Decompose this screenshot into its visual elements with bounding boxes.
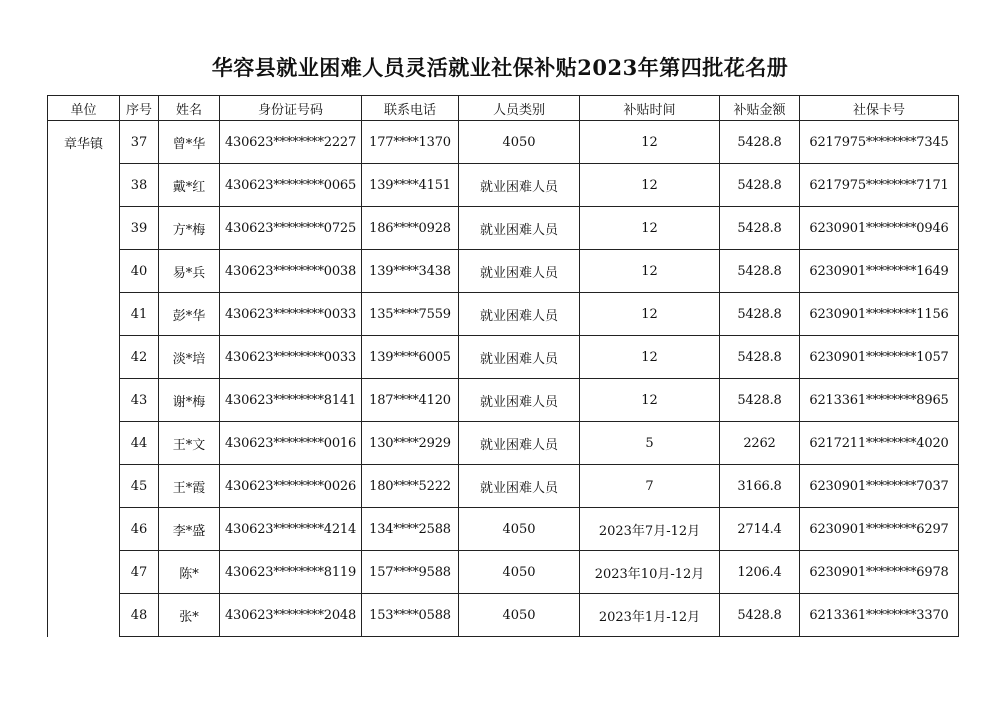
cell-id-number: 430623********0033	[220, 293, 362, 336]
cell-card: 6217211********4020	[800, 422, 959, 465]
cell-name: 易*兵	[159, 250, 220, 293]
cell-name: 戴*红	[159, 164, 220, 207]
cell-card: 6230901********0946	[800, 207, 959, 250]
cell-category: 就业困难人员	[459, 465, 580, 508]
cell-category: 4050	[459, 508, 580, 551]
cell-seq: 42	[120, 336, 159, 379]
cell-phone: 157****9588	[362, 551, 459, 594]
cell-name: 张*	[159, 594, 220, 637]
cell-category: 就业困难人员	[459, 207, 580, 250]
table-row	[48, 164, 959, 207]
table-row	[48, 293, 959, 336]
cell-period: 2023年1月-12月	[580, 594, 720, 637]
cell-period: 12	[580, 336, 720, 379]
cell-card: 6213361********3370	[800, 594, 959, 637]
cell-amount: 5428.8	[720, 164, 800, 207]
header-card: 社保卡号	[800, 96, 959, 121]
cell-card: 6230901********1057	[800, 336, 959, 379]
cell-amount: 5428.8	[720, 379, 800, 422]
cell-phone: 187****4120	[362, 379, 459, 422]
cell-seq: 41	[120, 293, 159, 336]
cell-category: 4050	[459, 121, 580, 164]
cell-category: 就业困难人员	[459, 250, 580, 293]
table-row	[48, 465, 959, 508]
cell-card: 6217975********7171	[800, 164, 959, 207]
cell-amount: 2714.4	[720, 508, 800, 551]
table-row	[48, 594, 959, 637]
cell-period: 5	[580, 422, 720, 465]
cell-card: 6230901********1649	[800, 250, 959, 293]
cell-id-number: 430623********8141	[220, 379, 362, 422]
cell-amount: 5428.8	[720, 207, 800, 250]
cell-name: 谢*梅	[159, 379, 220, 422]
cell-phone: 177****1370	[362, 121, 459, 164]
cell-amount: 5428.8	[720, 336, 800, 379]
header-category: 人员类别	[459, 96, 580, 121]
cell-name: 李*盛	[159, 508, 220, 551]
cell-card: 6230901********7037	[800, 465, 959, 508]
cell-category: 就业困难人员	[459, 293, 580, 336]
cell-seq: 43	[120, 379, 159, 422]
document-title: 华容县就业困难人员灵活就业社保补贴2023年第四批花名册	[211, 55, 789, 80]
cell-period: 12	[580, 379, 720, 422]
cell-id-number: 430623********0016	[220, 422, 362, 465]
table-row	[48, 336, 959, 379]
table-row	[48, 551, 959, 594]
cell-unit: 章华镇	[48, 121, 120, 637]
header-amount: 补贴金额	[720, 96, 800, 121]
cell-amount: 5428.8	[720, 594, 800, 637]
cell-name: 王*霞	[159, 465, 220, 508]
cell-id-number: 430623********0065	[220, 164, 362, 207]
cell-category: 4050	[459, 551, 580, 594]
cell-phone: 180****5222	[362, 465, 459, 508]
cell-id-number: 430623********2048	[220, 594, 362, 637]
header-name: 姓名	[159, 96, 220, 121]
cell-period: 2023年10月-12月	[580, 551, 720, 594]
cell-seq: 47	[120, 551, 159, 594]
cell-card: 6230901********6978	[800, 551, 959, 594]
cell-card: 6217975********7345	[800, 121, 959, 164]
cell-card: 6213361********8965	[800, 379, 959, 422]
cell-phone: 153****0588	[362, 594, 459, 637]
cell-id-number: 430623********4214	[220, 508, 362, 551]
cell-id-number: 430623********0033	[220, 336, 362, 379]
cell-phone: 139****6005	[362, 336, 459, 379]
cell-name: 曾*华	[159, 121, 220, 164]
cell-card: 6230901********1156	[800, 293, 959, 336]
cell-seq: 37	[120, 121, 159, 164]
cell-category: 就业困难人员	[459, 422, 580, 465]
cell-name: 彭*华	[159, 293, 220, 336]
cell-amount: 3166.8	[720, 465, 800, 508]
cell-name: 王*文	[159, 422, 220, 465]
cell-period: 2023年7月-12月	[580, 508, 720, 551]
cell-id-number: 430623********0026	[220, 465, 362, 508]
header-row	[48, 96, 959, 121]
cell-period: 12	[580, 207, 720, 250]
cell-amount: 1206.4	[720, 551, 800, 594]
cell-seq: 39	[120, 207, 159, 250]
cell-amount: 2262	[720, 422, 800, 465]
cell-category: 就业困难人员	[459, 336, 580, 379]
cell-amount: 5428.8	[720, 293, 800, 336]
cell-seq: 40	[120, 250, 159, 293]
cell-period: 12	[580, 293, 720, 336]
cell-category: 4050	[459, 594, 580, 637]
cell-name: 方*梅	[159, 207, 220, 250]
roster-table	[47, 95, 959, 637]
cell-id-number: 430623********2227	[220, 121, 362, 164]
header-seq: 序号	[120, 96, 159, 121]
header-unit: 单位	[48, 96, 120, 121]
cell-seq: 48	[120, 594, 159, 637]
header-phone: 联系电话	[362, 96, 459, 121]
cell-seq: 45	[120, 465, 159, 508]
cell-category: 就业困难人员	[459, 164, 580, 207]
table-row	[48, 379, 959, 422]
cell-period: 7	[580, 465, 720, 508]
cell-card: 6230901********6297	[800, 508, 959, 551]
cell-seq: 46	[120, 508, 159, 551]
cell-id-number: 430623********0038	[220, 250, 362, 293]
table-row	[48, 422, 959, 465]
table-row	[48, 207, 959, 250]
cell-phone: 130****2929	[362, 422, 459, 465]
cell-amount: 5428.8	[720, 121, 800, 164]
cell-period: 12	[580, 250, 720, 293]
cell-period: 12	[580, 164, 720, 207]
table-row	[48, 250, 959, 293]
header-period: 补贴时间	[580, 96, 720, 121]
cell-id-number: 430623********8119	[220, 551, 362, 594]
table-row	[48, 508, 959, 551]
cell-phone: 186****0928	[362, 207, 459, 250]
cell-phone: 139****4151	[362, 164, 459, 207]
cell-name: 陈*	[159, 551, 220, 594]
cell-seq: 38	[120, 164, 159, 207]
cell-seq: 44	[120, 422, 159, 465]
cell-amount: 5428.8	[720, 250, 800, 293]
cell-phone: 139****3438	[362, 250, 459, 293]
cell-period: 12	[580, 121, 720, 164]
cell-name: 淡*培	[159, 336, 220, 379]
cell-id-number: 430623********0725	[220, 207, 362, 250]
cell-phone: 135****7559	[362, 293, 459, 336]
cell-category: 就业困难人员	[459, 379, 580, 422]
table-row	[48, 121, 959, 164]
cell-phone: 134****2588	[362, 508, 459, 551]
header-id-number: 身份证号码	[220, 96, 362, 121]
